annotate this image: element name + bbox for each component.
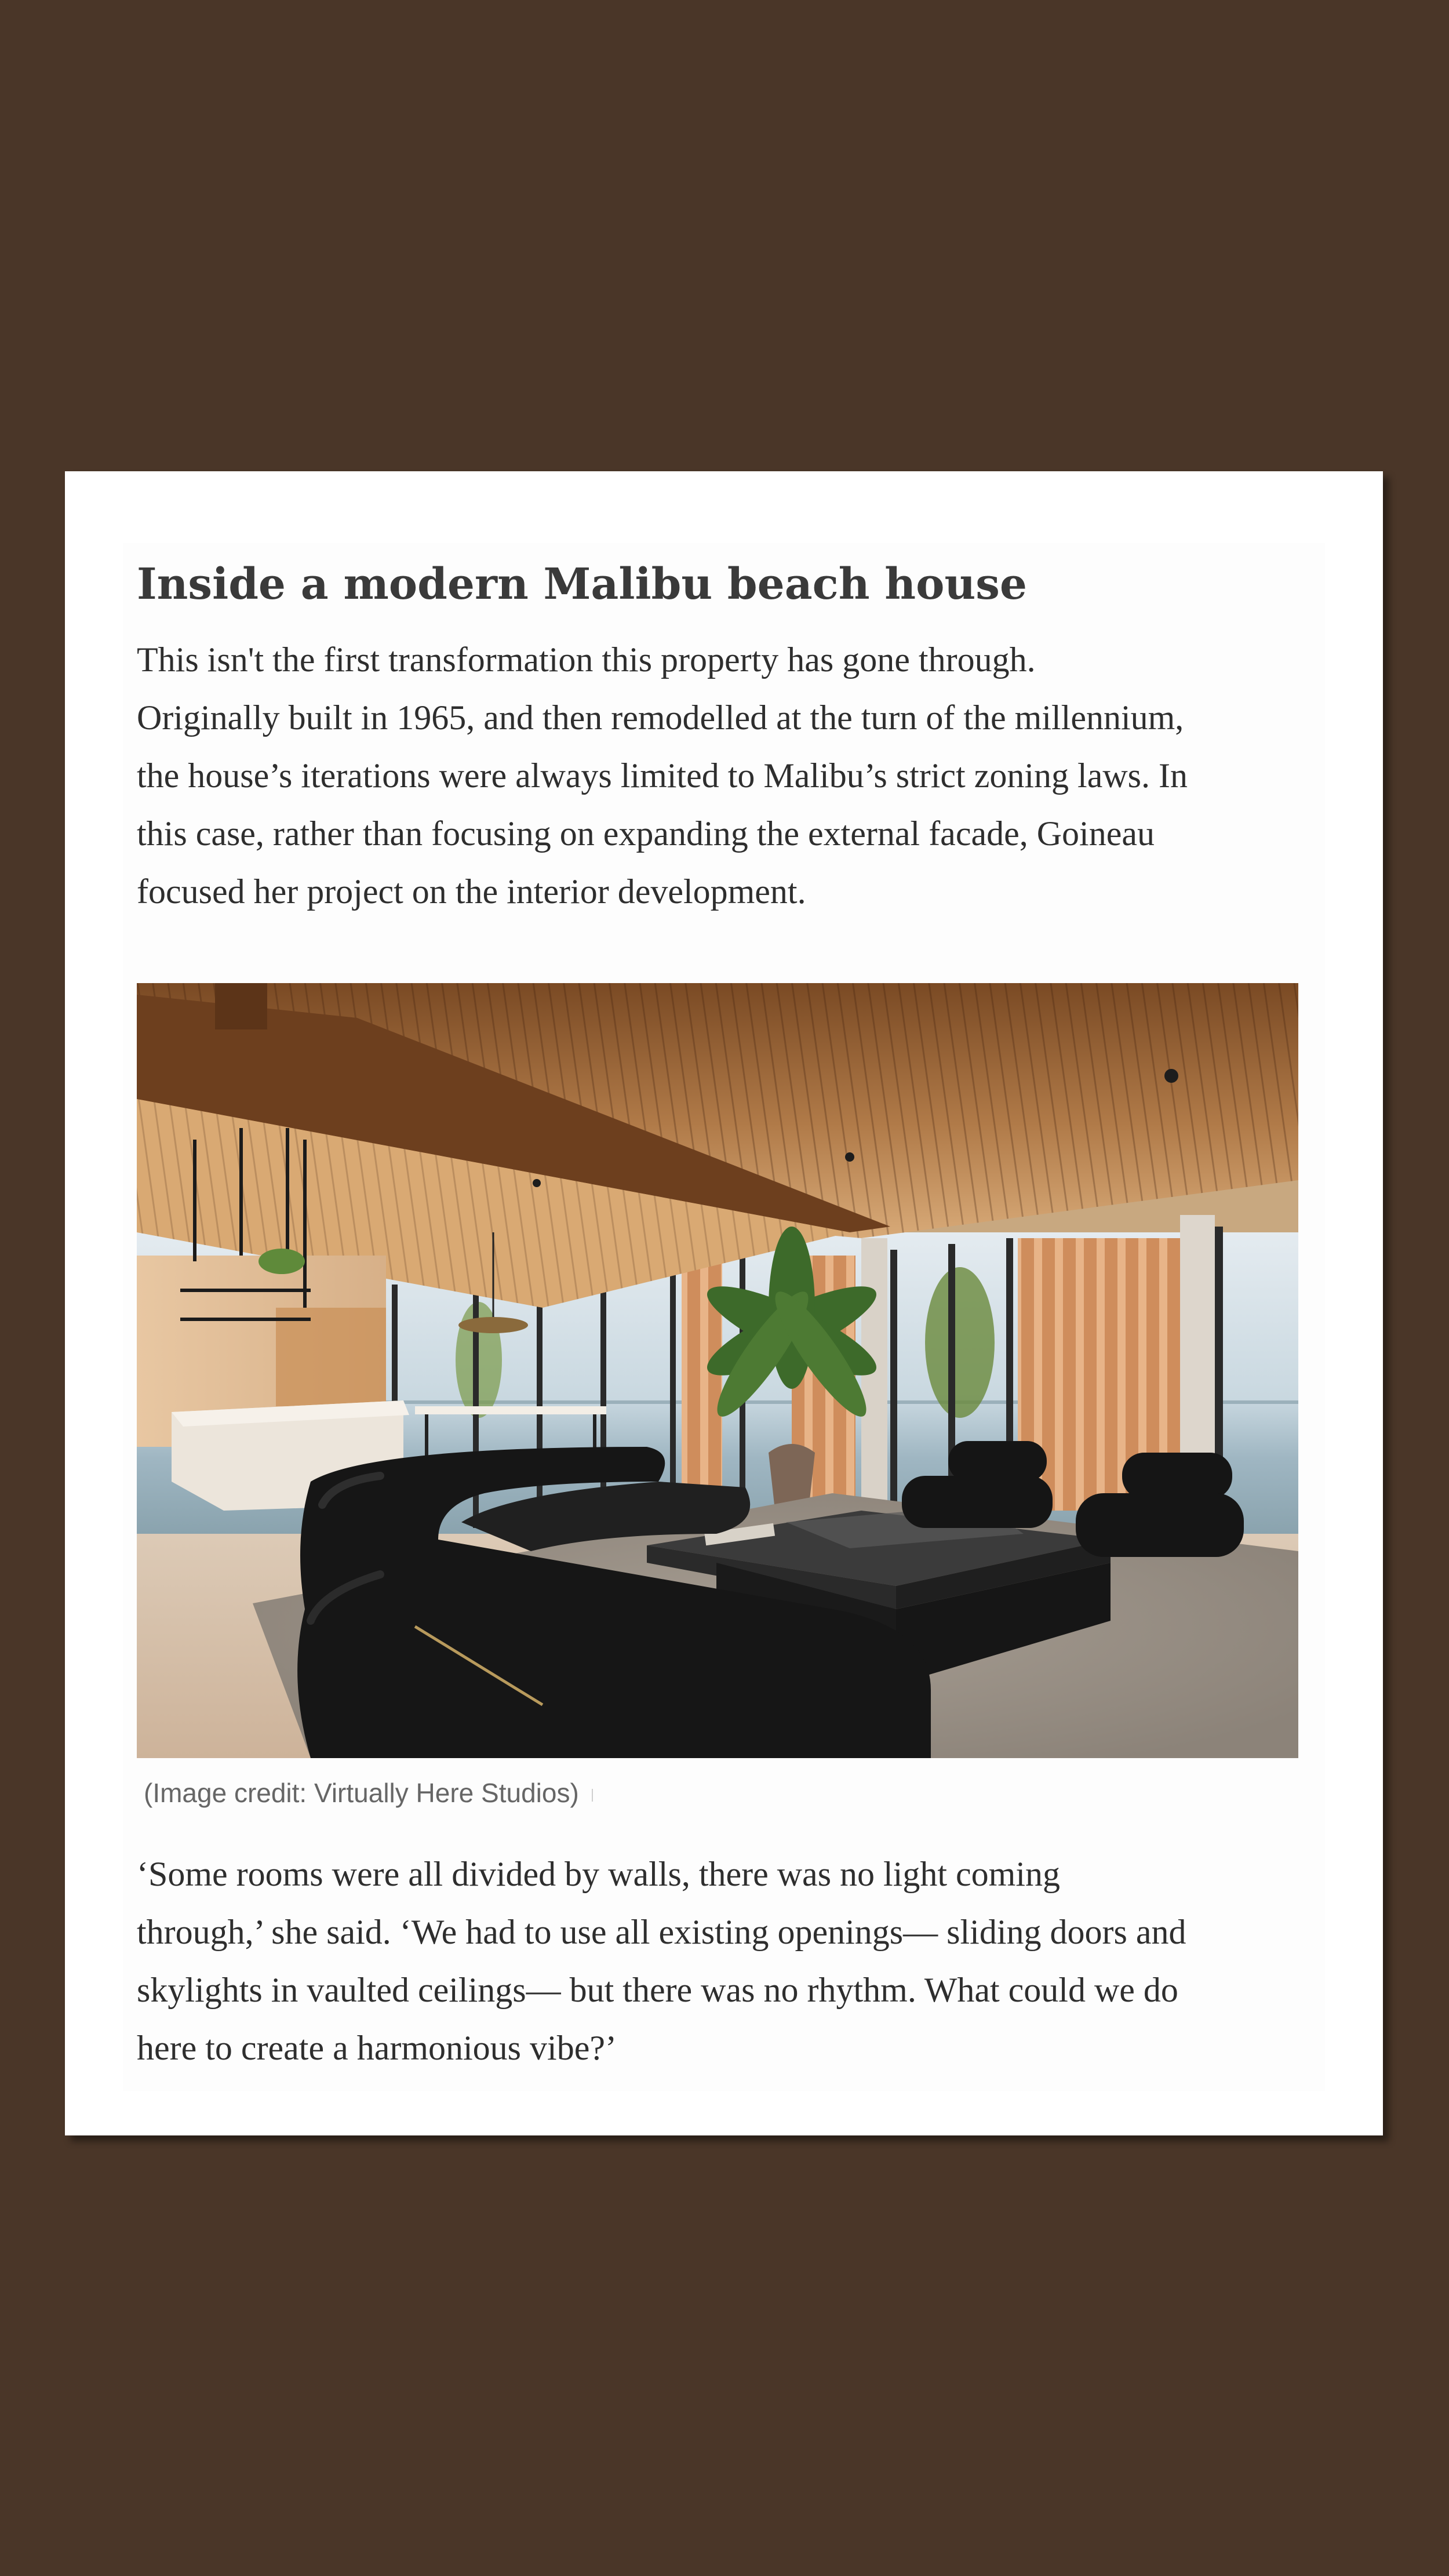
article-title: Inside a modern Malibu beach house: [137, 559, 1028, 609]
caption-marker-icon: [592, 1789, 593, 1802]
article-paragraph-intro: [137, 631, 1302, 920]
paragraph-line: the house’s iterations were always limited to Malibu’s strict zoning laws. In: [137, 756, 1188, 795]
image-caption: [144, 1775, 593, 1810]
living-room-photo-illustration: [137, 983, 1298, 1758]
paragraph-line: through,’ she said. ‘We had to use all existing openings— sliding doors and: [137, 1913, 1186, 1951]
paragraph-line: this case, rather than focusing on expanding the external facade, Goineau: [137, 814, 1155, 853]
paragraph-line: This isn't the first transformation this property has gone through.: [137, 641, 1036, 679]
paragraph-line: here to create a harmonious vibe?’: [137, 2029, 617, 2067]
paragraph-line: ‘Some rooms were all divided by walls, there was no light coming: [137, 1855, 1061, 1893]
article-photo: [137, 983, 1298, 1758]
paragraph-line: Originally built in 1965, and then remodelled at the turn of the millennium,: [137, 698, 1184, 737]
paragraph-line: focused her project on the interior development.: [137, 872, 806, 911]
paragraph-line: skylights in vaulted ceilings— but there was no rhythm. What could we do: [137, 1971, 1178, 2009]
image-caption-text: (Image credit: Virtually Here Studios): [144, 1778, 579, 1808]
article-paragraph-quote: [137, 1845, 1302, 2077]
article-card: [65, 471, 1383, 2135]
